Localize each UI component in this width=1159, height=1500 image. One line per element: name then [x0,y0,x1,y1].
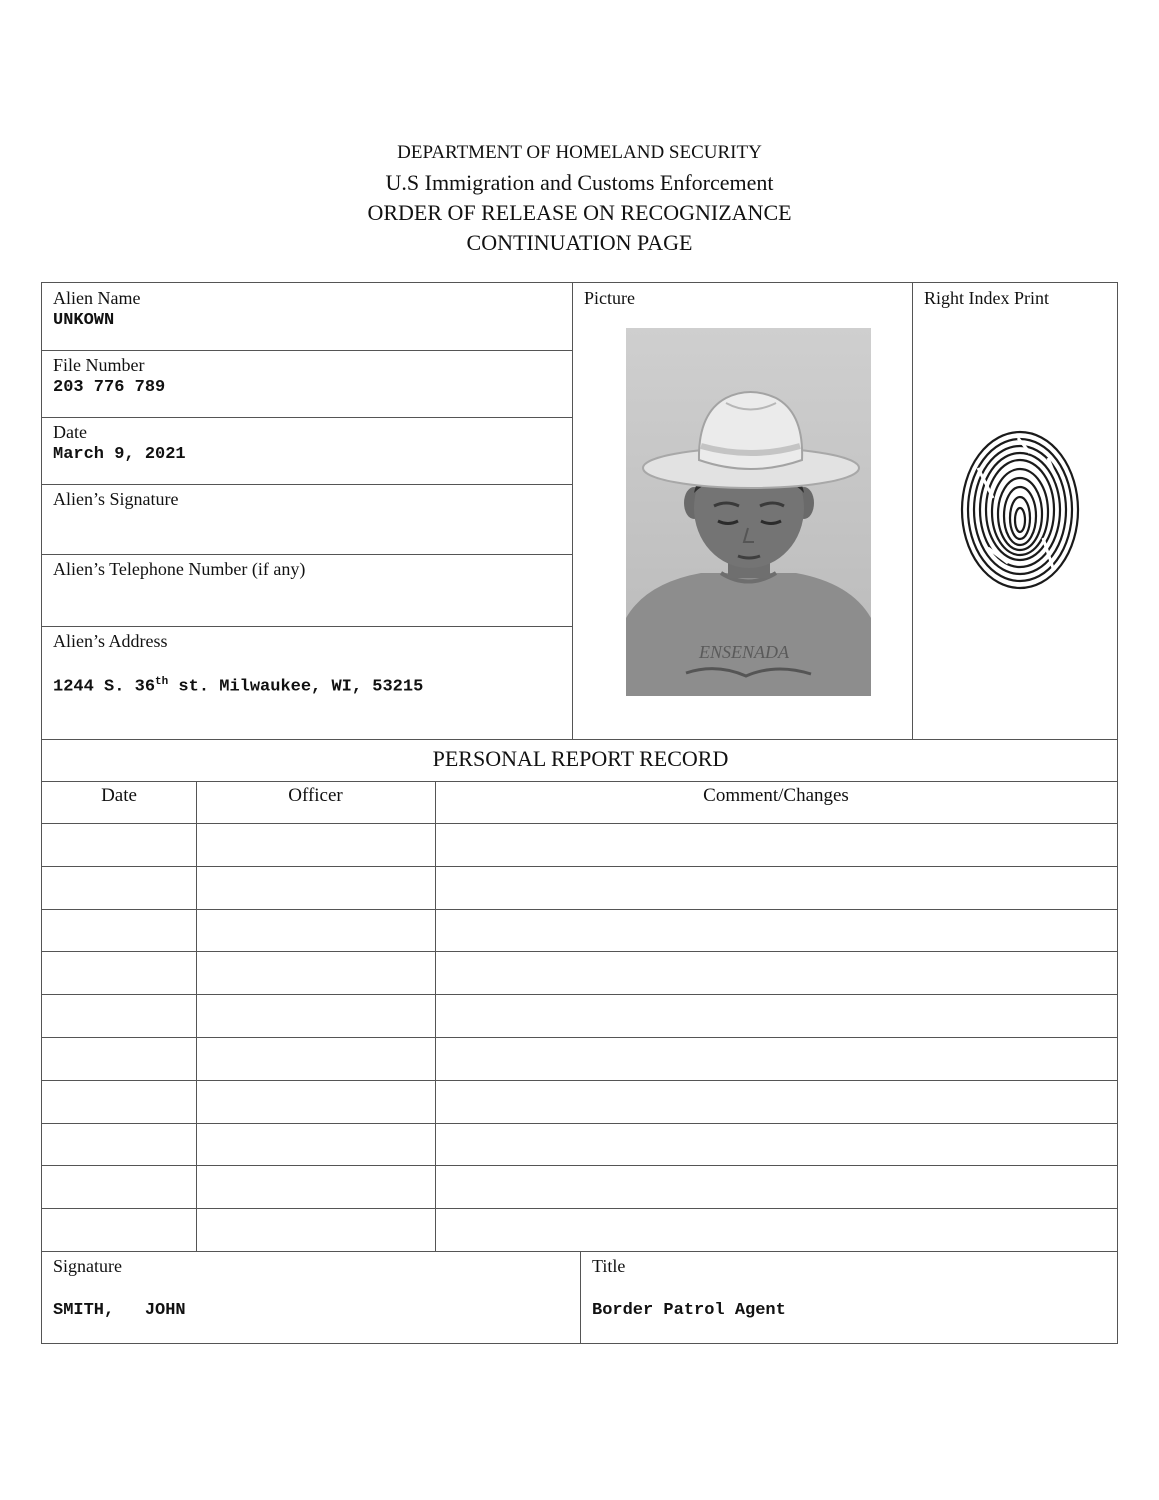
department-heading: DEPARTMENT OF HOMELAND SECURITY [397,142,762,163]
address-superscript: th [155,676,169,688]
form-subtitle: CONTINUATION PAGE [466,230,693,255]
address-line-end: st. Milwaukee, WI, 53215 [168,677,424,697]
report-comment-cell[interactable] [435,994,1117,1037]
address-line-start: 1244 S. 36 [53,677,156,697]
alien-signature-label: Alien’s Signature [53,489,179,509]
officer-title-label: Title [592,1256,626,1276]
report-officer-cell[interactable] [196,951,435,994]
report-date-cell[interactable] [42,909,196,952]
officer-title-field[interactable] [581,1251,1117,1343]
report-date-cell[interactable] [42,1208,196,1251]
form-header [0,138,1159,258]
divider [42,739,1117,740]
report-comment-cell[interactable] [435,1037,1117,1080]
report-date-cell[interactable] [42,1037,196,1080]
report-officer-cell[interactable] [196,866,435,909]
picture-label: Picture [584,288,635,308]
address-field[interactable] [42,626,572,739]
report-comment-cell[interactable] [435,1208,1117,1251]
shirt-text: ENSENADA [699,642,789,662]
right-index-print-cell [913,283,1117,739]
date-field[interactable] [42,417,572,484]
report-comment-cell[interactable] [435,1080,1117,1123]
alien-photo [626,328,871,696]
telephone-label: Alien’s Telephone Number (if any) [53,559,306,579]
report-officer-cell[interactable] [196,909,435,952]
report-officer-cell[interactable] [196,1037,435,1080]
report-comment-cell[interactable] [435,951,1117,994]
report-date-cell[interactable] [42,1123,196,1166]
report-comment-cell[interactable] [435,1123,1117,1166]
child-portrait-illustration [626,328,871,696]
report-comment-cell[interactable] [435,909,1117,952]
report-officer-cell[interactable] [196,1123,435,1166]
file-number-label: File Number [53,355,145,375]
alien-name-field[interactable] [42,283,572,350]
file-number-value: 203 776 789 [53,378,166,397]
report-officer-cell[interactable] [196,1080,435,1123]
column-header-comment: Comment/Changes [703,785,849,806]
fingerprint-icon [958,428,1083,593]
release-form [41,282,1118,1344]
file-number-field[interactable] [42,350,572,417]
report-comment-cell[interactable] [435,866,1117,909]
agency-heading: U.S Immigration and Customs Enforcement [385,170,774,195]
report-date-cell[interactable] [42,1165,196,1208]
telephone-field[interactable] [42,554,572,626]
address-value [53,676,423,697]
officer-signature-label: Signature [53,1256,122,1276]
right-index-print-label: Right Index Print [924,288,1049,308]
personal-report-record-title: PERSONAL REPORT RECORD [432,746,729,771]
column-header-date: Date [101,785,137,806]
report-officer-cell[interactable] [196,994,435,1037]
report-comment-cell[interactable] [435,823,1117,866]
report-officer-cell[interactable] [196,1208,435,1251]
report-date-cell[interactable] [42,951,196,994]
report-officer-cell[interactable] [196,1165,435,1208]
report-date-cell[interactable] [42,866,196,909]
report-date-cell[interactable] [42,994,196,1037]
report-date-cell[interactable] [42,1080,196,1123]
officer-signature-field[interactable] [42,1251,580,1343]
report-date-cell[interactable] [42,823,196,866]
address-label: Alien’s Address [53,631,168,651]
date-value: March 9, 2021 [53,445,186,464]
officer-title-value: Border Patrol Agent [592,1301,786,1320]
alien-signature-field[interactable] [42,484,572,554]
officer-signature-value: SMITH, JOHN [53,1301,186,1320]
report-officer-cell[interactable] [196,823,435,866]
date-label: Date [53,422,87,442]
column-header-officer: Officer [288,785,343,806]
form-title: ORDER OF RELEASE ON RECOGNIZANCE [367,200,792,225]
alien-name-value: UNKOWN [53,311,115,330]
report-comment-cell[interactable] [435,1165,1117,1208]
alien-name-label: Alien Name [53,288,141,308]
